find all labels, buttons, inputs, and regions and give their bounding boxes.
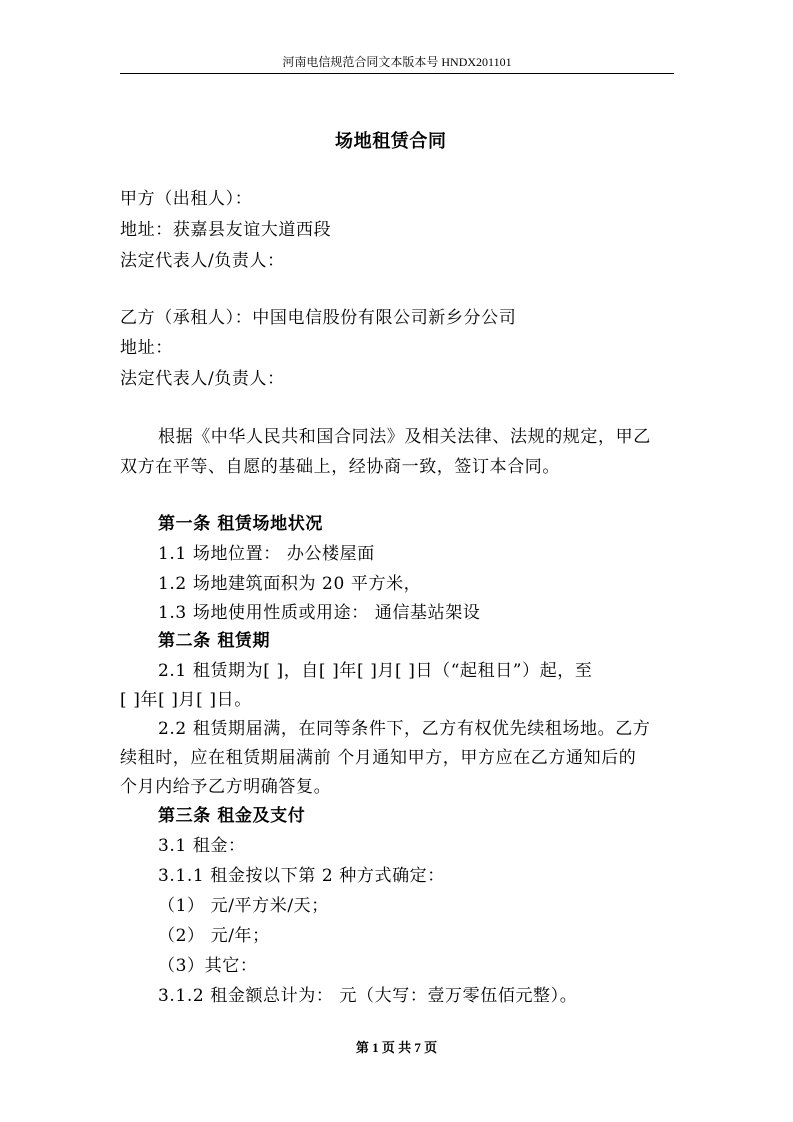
article1-item-3: 1.3 场地使用性质或用途： 通信基站架设 [158,603,481,623]
article3-item-6: 3.1.2 租金额总计为： 元（大写：壹万零伍佰元整）。 [158,986,578,1006]
article1-item-2: 1.2 场地建筑面积为 20 平方米， [158,574,422,594]
article3-item-5: （3）其它： [158,956,258,976]
header-rule [120,73,674,74]
article2-p1-line-2: [ ]年[ ]月[ ]日。 [120,690,252,710]
article2-p2-line-2: 续租时，应在租赁期届满前 个月通知甲方，甲方应在乙方通知后的 [120,748,637,768]
article2-p1-line-1: 2.1 租赁期为[ ]，自[ ]年[ ]月[ ]日（“起租日”）起，至 [158,661,593,681]
preamble-line-1: 根据《中华人民共和国合同法》及相关法律、法规的规定，甲乙 [158,427,651,447]
article3-item-4: （2） 元/年； [158,926,270,946]
article1-heading: 第一条 租赁场地状况 [158,514,323,534]
article3-item-1: 3.1 租金： [158,836,246,856]
article2-p2-line-3: 个月内给予乙方明确答复。 [120,777,332,797]
article3-heading: 第三条 租金及支付 [158,806,306,826]
document-header: 河南电信规范合同文本版本号 HNDX201101 [282,55,512,69]
party-b-label: 乙方（承租人）：中国电信股份有限公司新乡分公司 [120,308,517,328]
contract-title: 场地租赁合同 [335,131,447,152]
page-number-footer: 第 1 页 共 7 页 [355,1040,438,1055]
preamble-line-2: 双方在平等、自愿的基础上，经协商一致，签订本合同。 [120,457,560,477]
party-b-representative: 法定代表人/负责人： [120,369,285,389]
article2-p2-line-1: 2.2 租赁期届满，在同等条件下，乙方有权优先续租场地。乙方 [158,719,651,739]
party-a-label: 甲方（出租人）： [120,189,253,209]
party-a-representative: 法定代表人/负责人： [120,251,285,271]
party-a-address: 地址：获嘉县友谊大道西段 [120,220,332,240]
article2-heading: 第二条 租赁期 [158,631,271,651]
article1-item-1: 1.1 场地位置： 办公楼屋面 [158,544,375,564]
article3-item-3: （1） 元/平方米/天； [158,896,329,916]
party-b-address: 地址： [120,338,173,358]
article3-item-2: 3.1.1 租金按以下第 2 种方式确定： [158,866,445,886]
